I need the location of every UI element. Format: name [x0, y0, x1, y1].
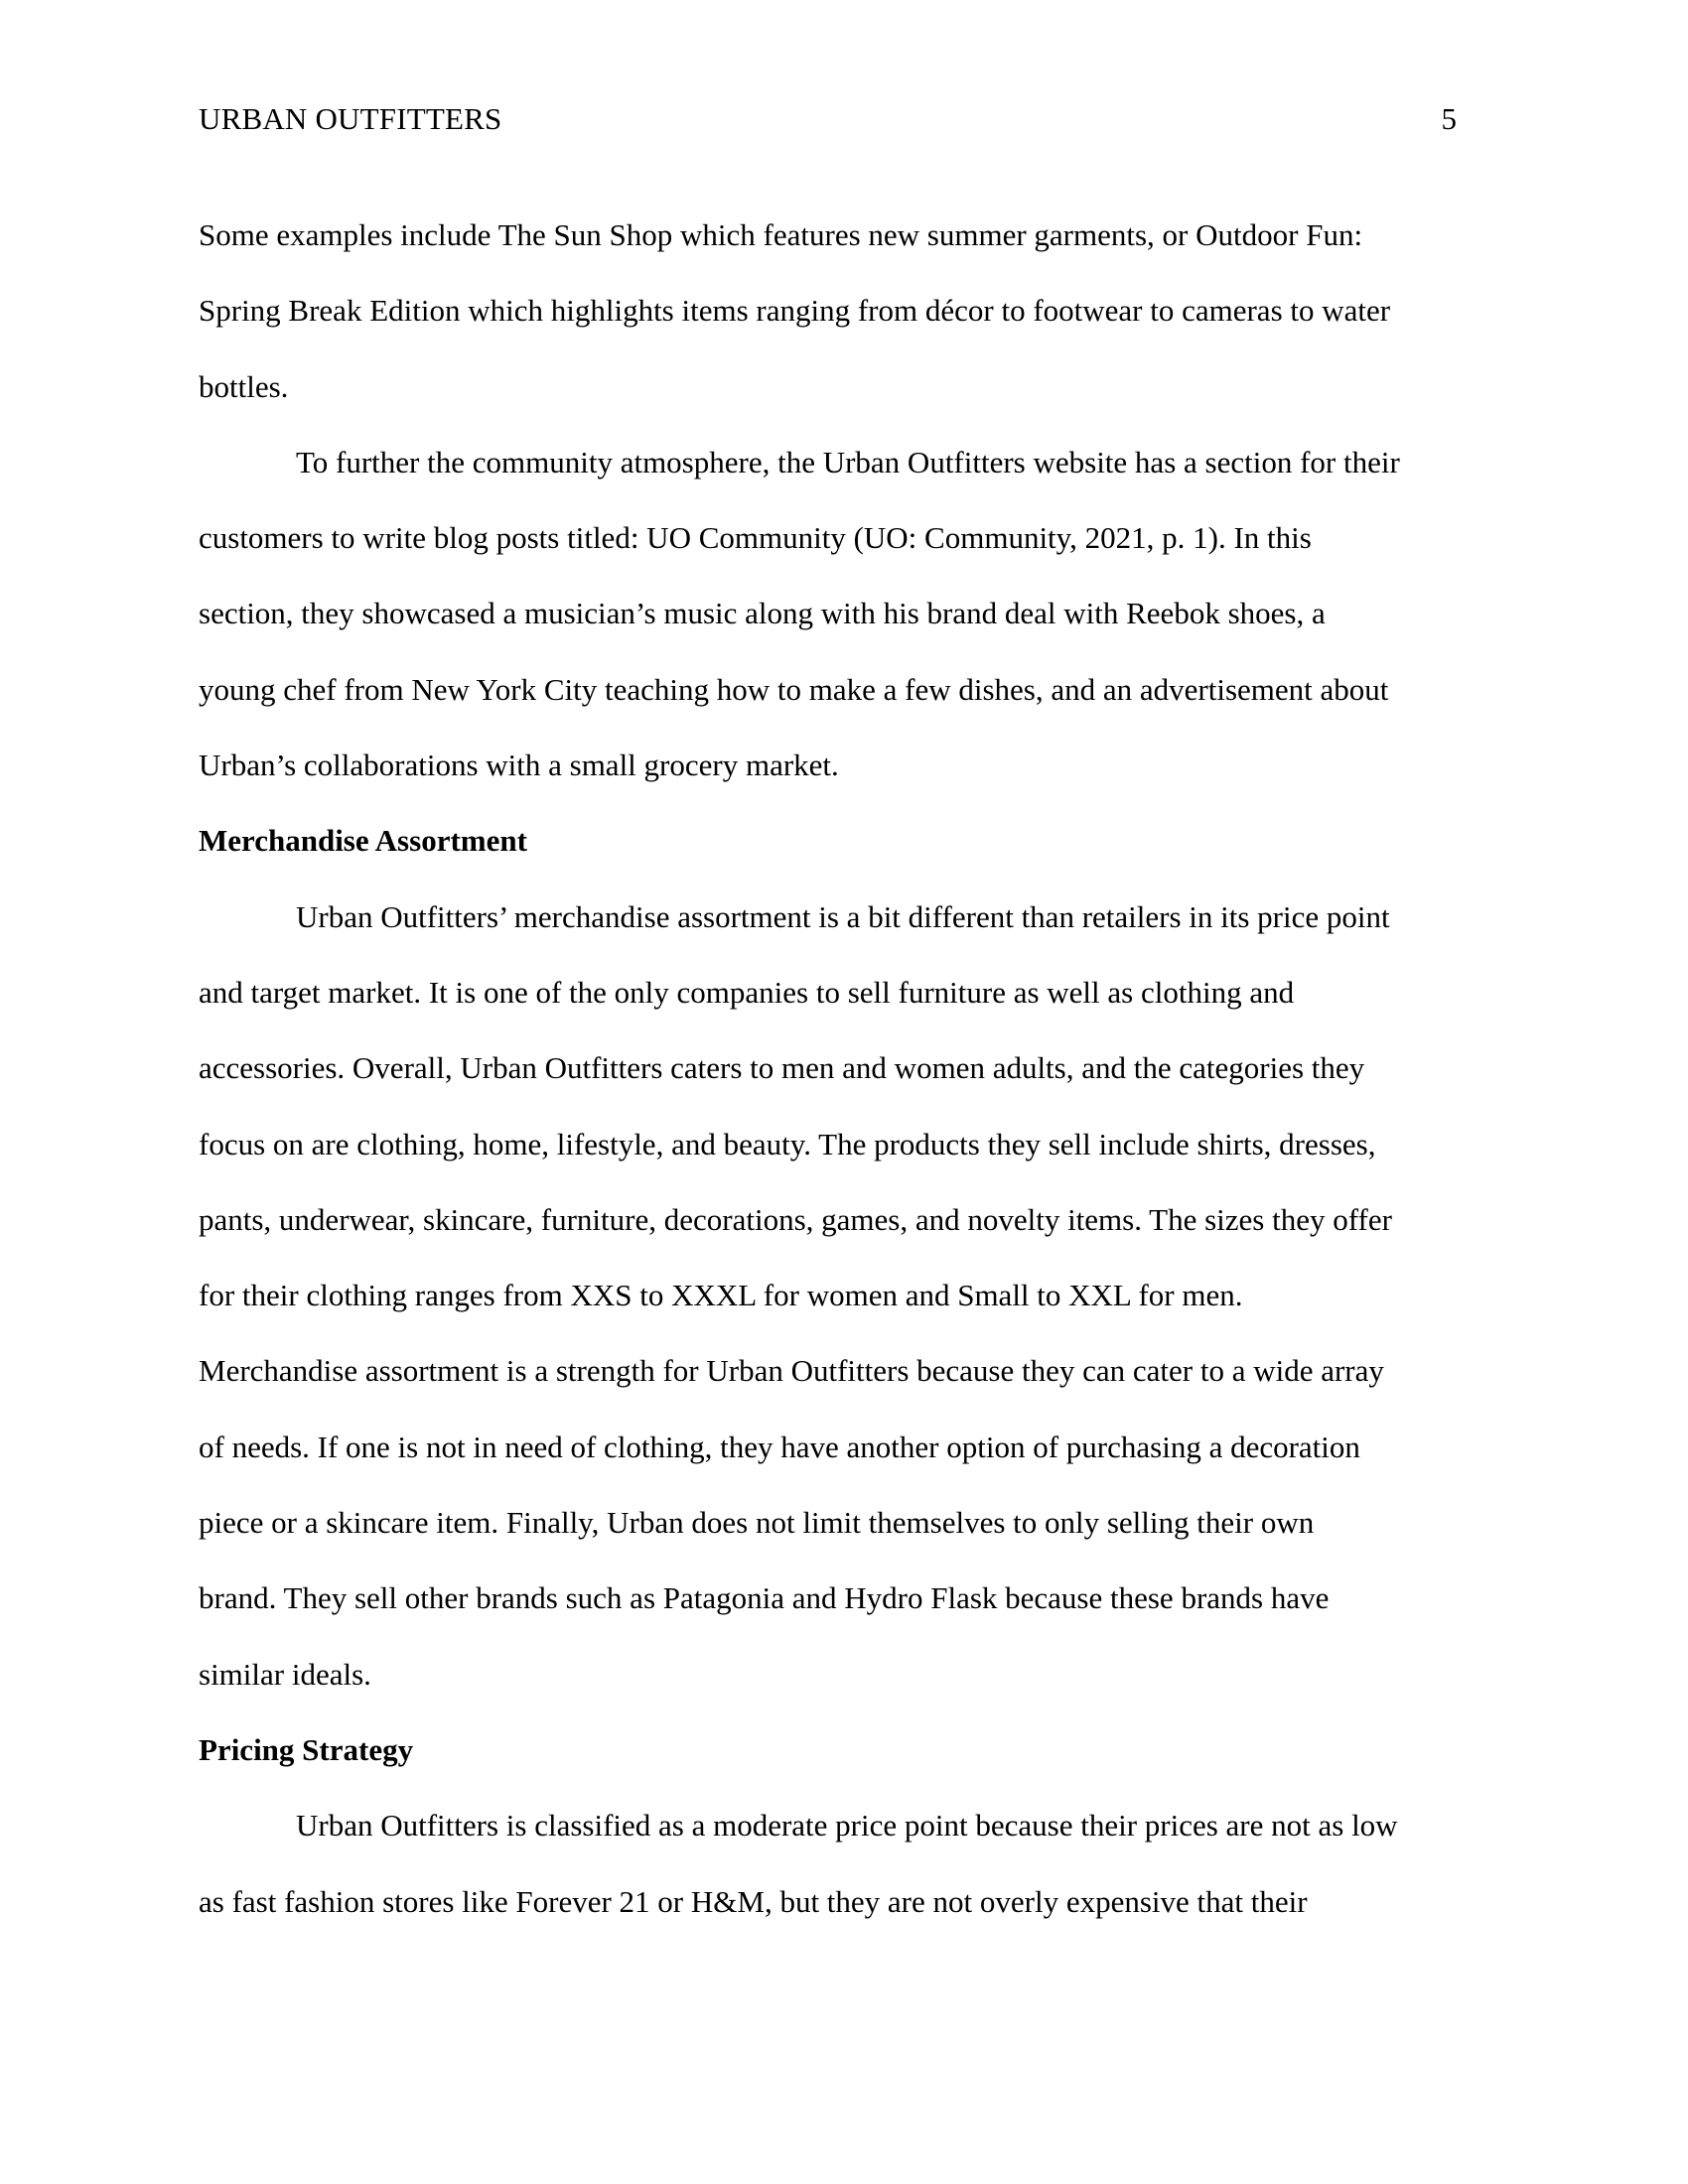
- text-line: Spring Break Edition which highlights items ranging from décor to footwear to cameras to water: [199, 293, 1391, 329]
- text-line: as fast fashion stores like Forever 21 or H&M, but they are not overly expensive that their: [199, 1883, 1308, 1919]
- section-heading-pricing-strategy: Pricing Strategy: [199, 1731, 414, 1767]
- text-line: accessories. Overall, Urban Outfitters caters to men and women adults, and the categories they: [199, 1050, 1365, 1086]
- page-number: 5: [1441, 101, 1457, 136]
- text-line: section, they showcased a musician’s music along with his brand deal with Reebok shoes, a: [199, 596, 1326, 631]
- text-line: brand. They sell other brands such as Patagonia and Hydro Flask because these brands have: [199, 1580, 1330, 1616]
- text-line: similar ideals.: [199, 1656, 371, 1692]
- paragraph-first-line: To further the community atmosphere, the Urban Outfitters website has a section for their: [296, 444, 1400, 479]
- body-text: [199, 198, 1489, 1940]
- text-line: customers to write blog posts titled: UO Community (UO: Community, 2021, p. 1). In this: [199, 520, 1312, 556]
- text-line: young chef from New York City teaching how to make a few dishes, and an advertisement about: [199, 671, 1389, 707]
- text-line: piece or a skincare item. Finally, Urban does not limit themselves to only selling their own: [199, 1505, 1315, 1541]
- text-line: Merchandise assortment is a strength for Urban Outfitters because they can cater to a wide array: [199, 1353, 1384, 1389]
- running-head: URBAN OUTFITTERS: [199, 101, 502, 136]
- text-line: of needs. If one is not in need of clothing, they have another option of purchasing a decoration: [199, 1429, 1360, 1464]
- section-heading-merchandise-assortment: Merchandise Assortment: [199, 823, 527, 859]
- text-line: bottles.: [199, 368, 289, 404]
- paragraph-first-line: Urban Outfitters is classified as a moderate price point because their prices are not as low: [296, 1808, 1398, 1843]
- paragraph-first-line: Urban Outfitters’ merchandise assortment is a bit different than retailers in its price point: [296, 898, 1390, 934]
- text-line: Some examples include The Sun Shop which features new summer garments, or Outdoor Fun:: [199, 217, 1363, 252]
- text-line: Urban’s collaborations with a small grocery market.: [199, 748, 839, 783]
- text-line: pants, underwear, skincare, furniture, decorations, games, and novelty items. The sizes they offer: [199, 1201, 1392, 1237]
- text-line: focus on are clothing, home, lifestyle, and beauty. The products they sell include shirts, dresses,: [199, 1126, 1376, 1161]
- text-line: for their clothing ranges from XXS to XXXL for women and Small to XXL for men.: [199, 1278, 1243, 1313]
- text-line: and target market. It is one of the only companies to sell furniture as well as clothing and: [199, 974, 1295, 1010]
